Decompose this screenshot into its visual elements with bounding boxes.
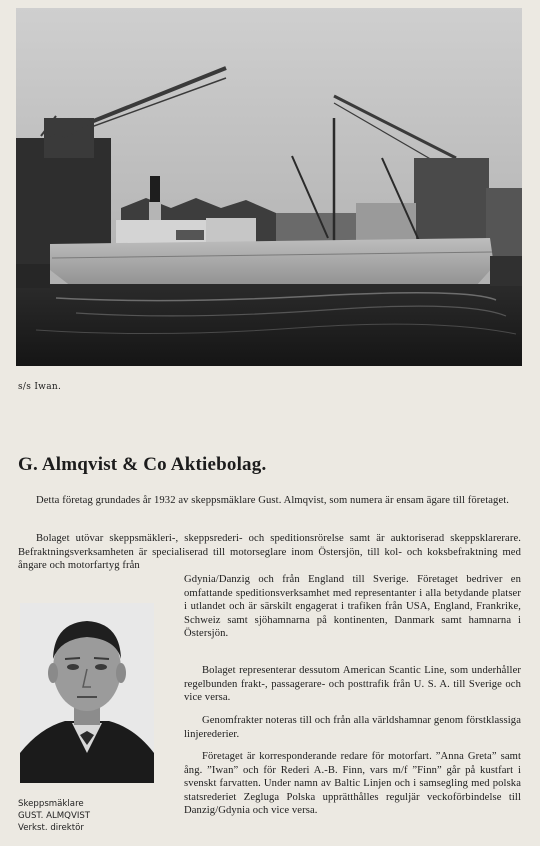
paragraph-forwarding: Gdynia/Danzig och från England till Sverige. Företaget bedriver en omfattande speditionsverksamhet med representanter i alla betydande platser i utlandet och är särskilt engagerat i trafiken från USA, England, Frankrike, Schweiz samt sjöhamnarna på kontinenten, Danmark samt hamnarna i Östersjön. — [184, 574, 521, 640]
paragraph-founding: Detta företag grundades år 1932 av skeppsmäklare Gust. Almqvist, som numera är ensam ägare till företaget. — [36, 495, 510, 506]
paragraph-activities: Bolaget utövar skeppsmäkleri-, skeppsrederi- och speditionsrörelse samt är auktoriserad skeppsklarerare. Befraktningsverksamheten är specialiserad till motorseglare inom Östersjön, till kol- och koksbefraktning med ångare och motorfartyg från — [18, 533, 521, 572]
ship-photo-illustration — [16, 8, 522, 366]
portrait-illustration — [20, 603, 154, 783]
portrait-caption-name: GUST. ALMQVIST — [18, 811, 91, 821]
portrait-caption-title: Skeppsmäklare — [18, 799, 84, 809]
portrait-caption-role: Verkst. direktör — [18, 823, 84, 833]
ship-photo — [16, 8, 522, 366]
photo-caption: s/s Iwan. — [18, 382, 62, 392]
paragraph-shipowner: Företaget är korresponderande redare för motorfart. ”Anna Greta” samt ång. ”Iwan” och för Rederi A.-B. Finn, vars m/f ”Finn” går på kustfart i svenskt farvatten. Under namn av Baltic Linjen och i samsegling med polska statsrederiet Zegluga Polska upprätthålles reguljär veckoförbindelse till Danzig/Gdynia och vice versa. — [184, 751, 521, 817]
portrait-caption — [18, 798, 90, 834]
portrait-photo — [20, 603, 154, 783]
page-heading: G. Almqvist & Co Aktiebolag. — [18, 454, 267, 475]
paragraph-through-freight: Genomfrakter noteras till och från alla världshamnar genom förstklassiga linjerederier. — [184, 715, 521, 740]
paragraph-scantic-line: Bolaget representerar dessutom American Scantic Line, som underhåller regelbunden frakt-, passagerare- och posttrafik från U. S. A. till Sverige och vice versa. — [184, 665, 521, 704]
